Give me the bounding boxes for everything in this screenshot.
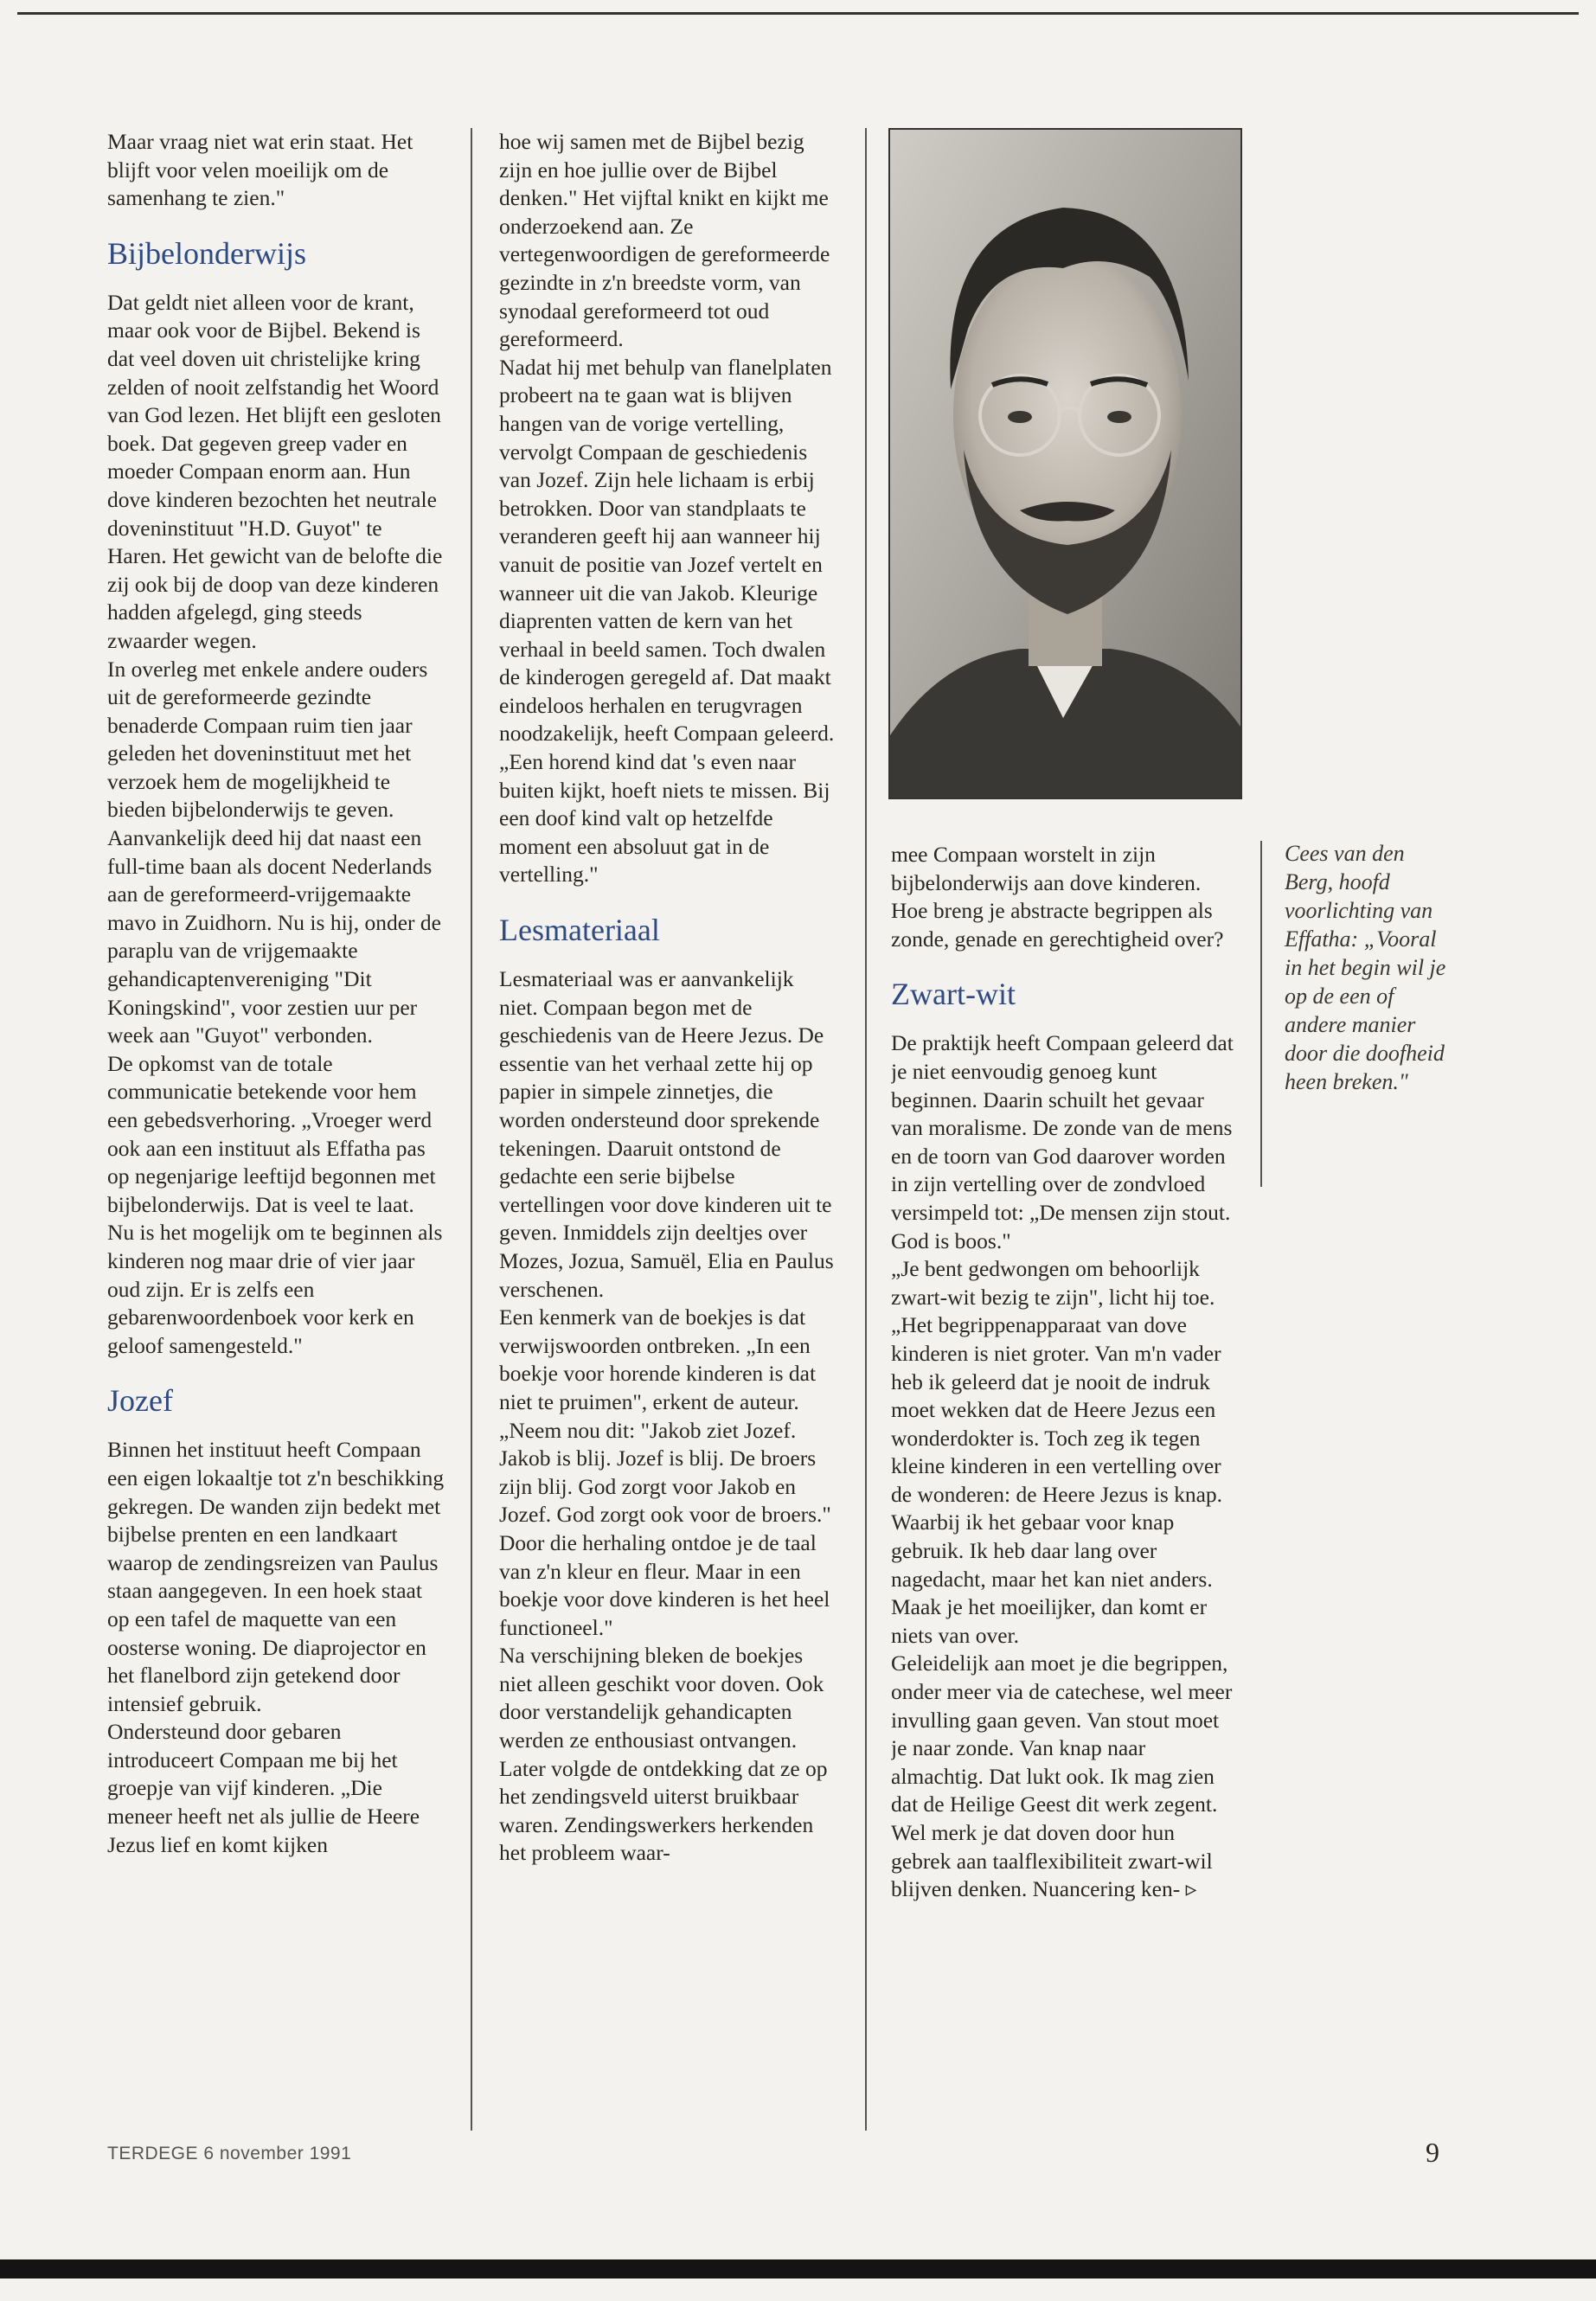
caption-text: Cees van den Berg, hoofd voorlichting van Effatha: „Vooral in het begin wil je op de een of andere manier door die doofheid heen breken.": [1285, 841, 1446, 1094]
paragraph: De opkomst van de totale communicatie betekende voor hem een gebedsverhoring. „Vroeger werd ook aan een instituut als Effatha pas op negenjarige leeftijd begonnen met bijbelonderwijs. Dat is veel te laat. Nu is het mogelijk om te beginnen als kinderen nog maar drie of vier jaar oud zijn. Er is zelfs een gebarenwoordenboek voor kerk en geloof samengesteld.": [107, 1050, 443, 1358]
article-column-2: [499, 128, 836, 1962]
portrait-illustration: [890, 130, 1240, 798]
section-heading-bijbelonderwijs: Bijbelonderwijs: [107, 235, 306, 271]
caption-divider: [1260, 841, 1262, 1187]
article-column-1: [107, 128, 445, 1962]
paragraph: hoe wij samen met de Bijbel bezig zijn en hoe jullie over de Bijbel denken." Het vijftal knikt en kijkt me onderzoekend aan. Ze vertegenwoordigen de gereformeerde gezindte in z'n breedste vorm, van synodaal gereformeerd tot oud gereformeerd.: [499, 129, 830, 352]
paragraph: De praktijk heeft Compaan geleerd dat je niet eenvoudig genoeg kunt beginnen. Daarin schuilt het gevaar van moralisme. De zonde van de mens en de toorn van God daarover worden in zijn vertelling over de zondvloed versimpeld tot: „De mensen zijn stout. God is boos.": [891, 1030, 1234, 1253]
paragraph: Maar vraag niet wat erin staat. Het blijft voor velen moeilijk om de samenhang te zien.": [107, 129, 413, 211]
section-heading-lesmateriaal: Lesmateriaal: [499, 913, 660, 948]
paragraph: Dat geldt niet alleen voor de krant, maar ook voor de Bijbel. Bekend is dat veel doven uit christelijke kring zelden of nooit zelfstandig het Woord van God lezen. Het blijft een gesloten boek. Dat gegeven greep vader en moeder Compaan enorm aan. Hun dove kinderen bezochten het neutrale doveninstituut "H.D. Guyot" te Haren. Het gewicht van de belofte die zij ook bij de doop van deze kinderen hadden afgelegd, ging steeds zwaarder wegen.: [107, 289, 443, 653]
section-heading-zwart-wit: Zwart-wit: [891, 977, 1016, 1012]
column-divider: [865, 128, 867, 2131]
top-rule: [17, 12, 1579, 15]
paragraph: Binnen het instituut heeft Compaan een eigen lokaaltje tot z'n beschikking gekregen. De wanden zijn bedekt met bijbelse prenten en een landkaart waarop de zendingsreizen van Paulus staan aangegeven. In een hoek staat op een tafel de maquette van een oosterse woning. De diaprojector en het flanelbord zijn getekend door intensief gebruik.: [107, 1437, 445, 1716]
paragraph: Geleidelijk aan moet je die begrippen, onder meer via de catechese, wel meer invulling gaan geven. Van stout moet je naar zonde. Van knap naar almachtig. Dat lukt ook. Ik mag zien dat de Heilige Geest dit werk zegent. Wel merk je dat doven door hun gebrek aan taalflexibiliteit zwart-wil blijven denken. Nuancering ken- ▹: [891, 1650, 1233, 1902]
article-column-3: [891, 841, 1235, 2138]
page-number: 9: [1426, 2137, 1439, 2168]
paragraph: Na verschijning bleken de boekjes niet alleen geschikt voor doven. Ook door verstandelijk gehandicapten werden ze enthousiast ontvangen. Later volgde de ontdekking dat ze op het zendingsveld uiterst bruikbaar waren. Zendingswerkers herkenden het probleem waar-: [499, 1643, 828, 1866]
paragraph: In overleg met enkele andere ouders uit de gereformeerde gezindte benaderde Compaan ruim tien jaar geleden het doveninstituut met het verzoek hem de mogelijkheid te bieden bijbelonderwijs te geven. Aanvankelijk deed hij dat naast een full-time baan als docent Nederlands aan de gereformeerd-vrijgemaakte mavo in Zuidhorn. Nu is hij, onder de paraplu van de vrijgemaakte gehandicaptenvereniging "Dit Koningskind", voor zestien uur per week aan "Guyot" verbonden.: [107, 656, 441, 1048]
paragraph: Nadat hij met behulp van flanelplaten probeert na te gaan wat is blijven hangen van de vorige vertelling, vervolgt Compaan de geschiedenis van Jozef. Zijn hele lichaam is erbij betrokken. Door van standplaats te veranderen geeft hij aan wanneer hij vanuit de positie van Jozef vertelt en wanneer uit die van Jakob. Kleurige diaprenten vatten de kern van het verhaal in beeld samen. Toch dwalen de kinderogen geregeld af. Dat maakt eindeloos herhalen en terugvragen noodzakelijk, heeft Compaan geleerd. „Een horend kind dat 's even naar buiten kijkt, hoeft niets te missen. Bij een doof kind valt op hetzelfde moment een absoluut gat in de vertelling.": [499, 354, 835, 888]
paragraph: „Je bent gedwongen om behoorlijk zwart-wit bezig te zijn", licht hij toe. „Het begrippenapparaat van dove kinderen is niet groter. Van m'n vader heb ik geleerd dat je nooit de indruk moet wekken dat de Heere Jezus een wonderdokter is. Toch zeg ik tegen kleine kinderen in een vertelling over de wonderen: de Heere Jezus is knap. Waarbij ik het gebaar voor knap gebruik. Ik heb daar lang over nagedacht, maar het kan niet anders. Maak je het moeilijker, dan komt er niets van over.: [891, 1256, 1223, 1648]
footer-magazine-date: TERDEGE 6 november 1991: [107, 2144, 352, 2163]
paragraph: Ondersteund door gebaren introduceert Compaan me bij het groepje van vijf kinderen. „Die meneer heeft net als jullie de Heere Jezus lief en komt kijken: [107, 1719, 420, 1857]
column-divider: [471, 128, 472, 2131]
section-heading-jozef: Jozef: [107, 1383, 173, 1419]
photo-caption: [1285, 839, 1453, 1096]
paragraph: Lesmateriaal was er aanvankelijk niet. Compaan begon met de geschiedenis van de Heere Jezus. De essentie van het verhaal zette hij op papier in simpele zinnetjes, die worden ondersteund door sprekende tekeningen. Daaruit ontstond de gedachte een serie bijbelse vertellingen voor dove kinderen uit te geven. Inmiddels zijn deeltjes over Mozes, Jozua, Samuël, Elia en Paulus verschenen.: [499, 966, 834, 1302]
paragraph: mee Compaan worstelt in zijn bijbelonderwijs aan dove kinderen. Hoe breng je abstracte begrippen als zonde, genade en gerechtigheid over?: [891, 842, 1224, 952]
paragraph: Een kenmerk van de boekjes is dat verwijswoorden ontbreken. „In een boekje voor horende kinderen is dat niet te pruimen", erkent de auteur. „Neem nou dit: "Jakob ziet Jozef. Jakob is blij. Jozef is blij. De broers zijn blij. God zorgt voor Jakob en Jozef. God zorgt ook voor de broers." Door die herhaling ontdoe je de taal van z'n kleur en fleur. Maar in een boekje voor dove kinderen is het heel functioneel.": [499, 1304, 831, 1640]
portrait-photo: [888, 128, 1242, 799]
bottom-rule: [0, 2259, 1596, 2279]
